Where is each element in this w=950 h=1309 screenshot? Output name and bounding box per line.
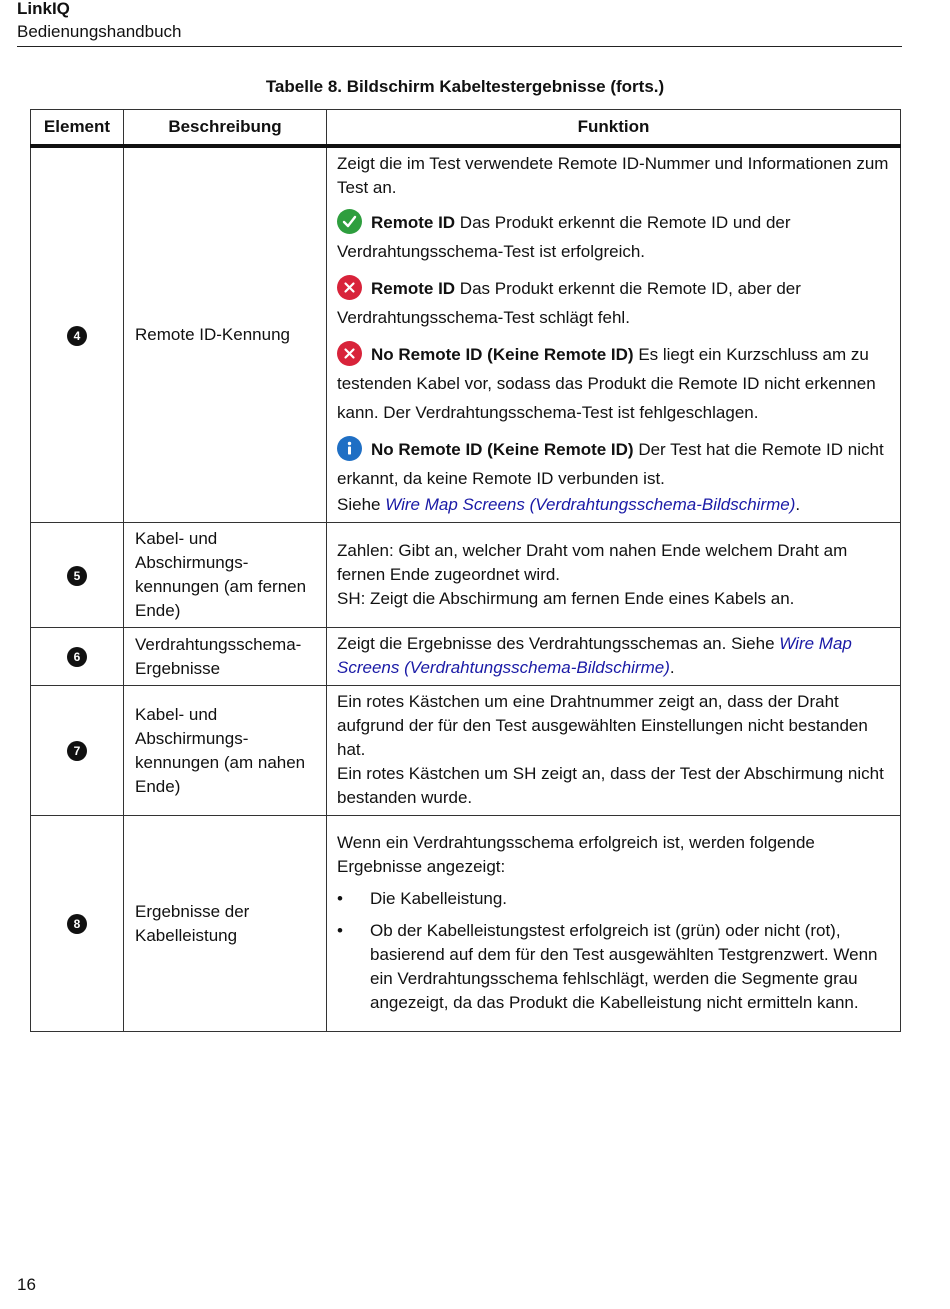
element-cell (31, 523, 124, 628)
list-item-text: Die Kabelleistung. (370, 889, 508, 908)
table-header-row (31, 110, 901, 147)
status-no-remote-id-info (337, 435, 892, 517)
bullet-marker: • (337, 889, 343, 908)
list-item-text: Ob der Kabelleistungstest erfolgreich ist (grün) oder nicht (rot), basierend auf dem für den Test ausgewählten Testgrenzwert. Wenn ein Verdrahtungsschema fehlschlägt, werden die Segmente grau angezeigt, da das Produkt die Kabelleistung nicht ermitteln kann. (370, 921, 878, 1012)
element-number-badge: 4 (67, 326, 87, 346)
status-text: Der Test hat die Remote ID nicht erkannt, da keine Remote ID verbunden ist. (337, 440, 884, 488)
status-label: No Remote ID (Keine Remote ID) (371, 440, 634, 459)
function-suffix: . (669, 658, 675, 677)
table-row (31, 816, 901, 1032)
status-label: No Remote ID (Keine Remote ID) (371, 345, 634, 364)
function-line: Ein rotes Kästchen um SH zeigt an, dass der Test der Abschirmung nicht bestanden wurde. (337, 764, 884, 807)
element-cell (31, 686, 124, 816)
function-intro: Wenn ein Verdrahtungsschema erfolgreich ist, werden folgende Ergebnisse angezeigt: (337, 833, 815, 876)
table-row (31, 628, 901, 686)
results-bullet-list (337, 887, 892, 1015)
red-x-icon (337, 275, 362, 300)
description-cell: Remote ID-Kennung (124, 146, 327, 523)
blue-info-icon (337, 436, 362, 461)
wire-map-screens-link[interactable]: Wire Map Screens (Verdrahtungsschema-Bildschirme) (337, 634, 852, 677)
function-intro: Zeigt die im Test verwendete Remote ID-Nummer und Informationen zum Test an. (337, 154, 889, 197)
function-cell (327, 146, 901, 523)
element-number-badge: 8 (67, 914, 87, 934)
column-header-function: Funktion (327, 110, 901, 147)
function-line: SH: Zeigt die Abschirmung am fernen Ende eines Kabels an. (337, 588, 795, 608)
see-prefix: Siehe (337, 495, 386, 514)
list-item (337, 919, 892, 1015)
description-cell: Verdrahtungsschema-Ergebnisse (124, 628, 327, 686)
document-title: LinkIQ (17, 0, 70, 18)
red-x-icon (337, 341, 362, 366)
status-no-remote-id-short (337, 340, 892, 427)
see-suffix: . (795, 495, 801, 514)
document-subtitle: Bedienungshandbuch (17, 22, 182, 41)
status-label: Remote ID (371, 279, 456, 298)
table-row (31, 523, 901, 628)
element-cell (31, 816, 124, 1032)
function-line: Ein rotes Kästchen um eine Drahtnummer zeigt an, dass der Draht aufgrund der für den Test ausgewählten Einstellungen nicht bestanden hat. (337, 692, 868, 759)
description-cell: Kabel- und Abschirmungs-kennungen (am fernen Ende) (124, 523, 327, 628)
function-cell (327, 686, 901, 816)
bullet-marker: • (337, 921, 343, 940)
see-reference (337, 493, 892, 517)
header-divider (17, 46, 902, 47)
function-cell (327, 523, 901, 628)
column-header-element: Element (31, 110, 124, 147)
status-text: Das Produkt erkennt die Remote ID, aber der Verdrahtungsschema-Test schlägt fehl. (337, 279, 801, 327)
element-cell (31, 628, 124, 686)
function-cell (327, 628, 901, 686)
function-cell (327, 816, 901, 1032)
column-header-description: Beschreibung (124, 110, 327, 147)
wire-map-screens-link[interactable]: Wire Map Screens (Verdrahtungsschema-Bildschirme) (385, 495, 796, 514)
table-row (31, 146, 901, 523)
description-cell: Ergebnisse der Kabelleistung (124, 816, 327, 1032)
description-cell: Kabel- und Abschirmungs-kennungen (am nahen Ende) (124, 686, 327, 816)
status-label: Remote ID (371, 213, 456, 232)
status-text: Es liegt ein Kurzschluss am zu testenden Kabel vor, sodass das Produkt die Remote ID nicht erkennen kann. Der Verdrahtungsschema-Test ist fehlgeschlagen. (337, 345, 876, 422)
element-number-badge: 7 (67, 741, 87, 761)
list-item (337, 887, 892, 911)
results-table (30, 109, 901, 1032)
status-text: Das Produkt erkennt die Remote ID und der Verdrahtungsschema-Test ist erfolgreich. (337, 213, 791, 261)
green-check-icon (337, 209, 362, 234)
function-line: Zahlen: Gibt an, welcher Draht vom nahen Ende welchem Draht am fernen Ende zugeordnet wird. (337, 540, 848, 584)
element-cell (31, 146, 124, 523)
table-row (31, 686, 901, 816)
element-number-badge: 6 (67, 647, 87, 667)
table-caption: Tabelle 8. Bildschirm Kabeltestergebnisse (forts.) (265, 77, 665, 96)
status-remote-id-pass (337, 208, 892, 266)
function-text: Zeigt die Ergebnisse des Verdrahtungsschemas an. Siehe (337, 634, 780, 653)
status-remote-id-fail (337, 274, 892, 332)
element-number-badge: 5 (67, 566, 87, 586)
page-number: 16 (17, 1275, 36, 1294)
